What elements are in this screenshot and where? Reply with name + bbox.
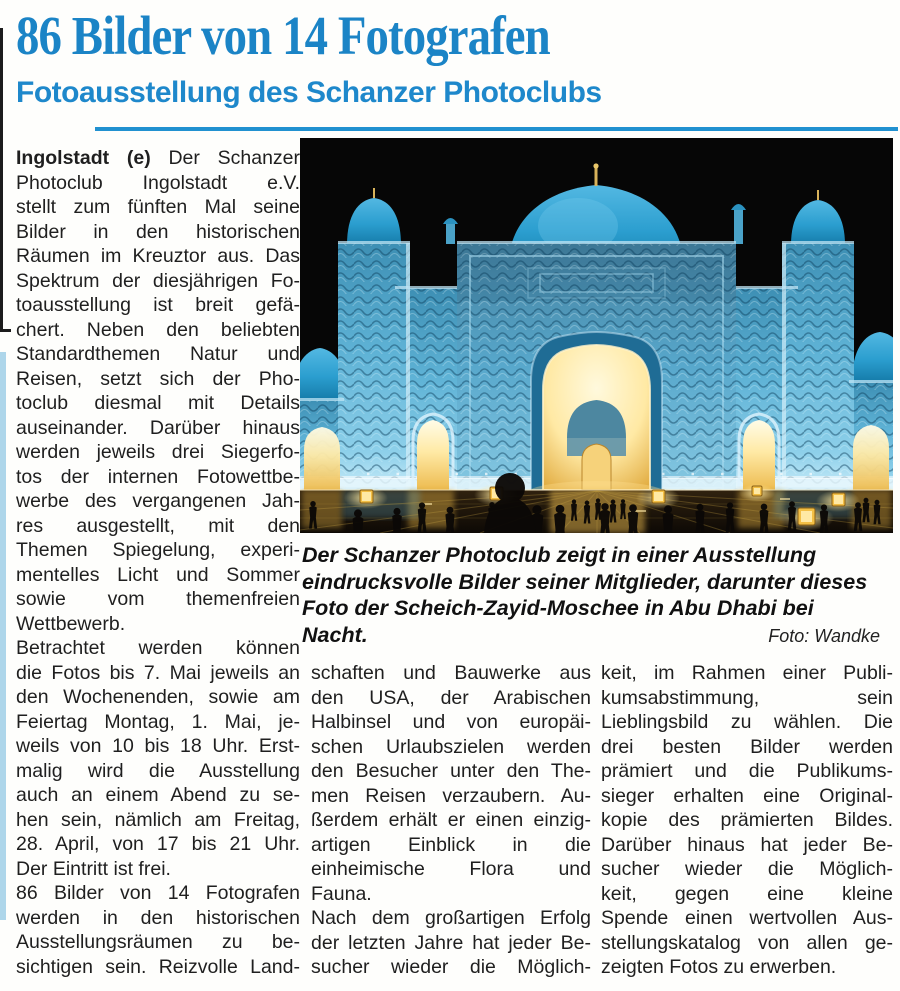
text-line: artigen Einblick in die (311, 833, 591, 856)
text-line: Lieblingsbild zu wählen. Die (601, 711, 893, 733)
text-line: den USA, der Arabischen (311, 686, 591, 709)
text-line: Standardthemen Natur und (16, 343, 300, 365)
body-column-left (16, 146, 300, 979)
text-line: res ausgestellt, mit den (16, 514, 300, 537)
text-line: toausstellung ist breit gefä- (16, 294, 300, 316)
text-line: stellt zum fünften Mal seine (16, 196, 300, 218)
left-crop-mark-foot (0, 329, 11, 332)
text-line: sichtigen sein. Reizvolle Land- (16, 955, 300, 978)
text-line: hen sein, nämlich am Freitag, (16, 808, 300, 831)
body-column-middle (311, 661, 591, 980)
text-line: Der Eintritt ist frei. (16, 857, 171, 880)
text-line: mentelles Licht und Sommer (16, 563, 300, 586)
text-line: Bilder in den historischen (16, 220, 300, 243)
text-line: auseinander. Darüber hinaus (16, 416, 300, 439)
text-line: einheimische Flora und (311, 858, 591, 880)
text-line: Betrachtet werden können (16, 637, 300, 659)
text-line: sucher wieder die Möglich- (311, 956, 591, 978)
caption-last-line: Nacht. (302, 622, 368, 647)
photo-credit: Foto: Wandke (768, 625, 880, 646)
text-line: Darüber hinaus hat jeder Be- (601, 833, 893, 856)
location-lead: Ingolstadt (e) (16, 147, 169, 169)
text-line: sucher wieder die Möglich- (601, 858, 893, 880)
text-line: den Besucher unter den The- (311, 760, 591, 782)
text-line: werden jeweils drei Siegerfo- (16, 441, 300, 463)
text-line: prämiert und die Publikums- (601, 760, 893, 782)
text-line: stellungskatalog von allen ge- (601, 931, 893, 954)
text-line: Themen Spiegelung, experi- (16, 539, 300, 561)
text-line: toclub diesmal mit Details (16, 392, 300, 414)
text-line: Halbinsel und von europäi- (311, 711, 591, 733)
text-line: werbe des vergangenen Jah- (16, 490, 300, 512)
text-line: schaften und Bauwerke aus (311, 662, 591, 684)
body-column-right (601, 661, 893, 980)
text-line: kopie des prämierten Bildes. (601, 809, 893, 831)
text-line: kumsabstimmung, sein (601, 686, 893, 709)
text-line: Photoclub Ingolstadt e.V. (16, 171, 300, 194)
text-line: Spektrum der diesjährigen Fo- (16, 269, 300, 292)
mosque-photo-drawing (300, 138, 893, 533)
text-line: auch an einem Abend zu se- (16, 784, 300, 806)
text-line: ßerdem erhält er einen einzig- (311, 809, 591, 831)
text-line: den Wochenenden, sowie am (16, 686, 300, 708)
caption-line: Foto der Scheich-Zayid-Moschee in Abu Dhabi bei (302, 596, 814, 620)
caption-line: Der Schanzer Photoclub zeigt in einer Ausstellung (302, 543, 817, 567)
text-line: Nach dem großartigen Erfolg (311, 907, 591, 929)
text-line: Räumen im Kreuztor aus. Das (16, 245, 300, 267)
text-line: die Fotos bis 7. Mai jeweils an (16, 661, 300, 684)
caption-last-row (302, 622, 880, 649)
text-line: Wettbewerb. (16, 612, 126, 635)
left-crop-mark (0, 28, 3, 329)
header-rule (95, 127, 898, 131)
text-line: drei besten Bilder werden (601, 735, 893, 758)
text-line: keit, im Rahmen einer Publi- (601, 662, 893, 684)
photo-caption (302, 542, 880, 648)
text-line: Ausstellungsräumen zu be- (16, 931, 300, 953)
text-line: keit, gegen eine kleine (601, 882, 893, 905)
text-line: schen Urlaubszielen werden (311, 735, 591, 758)
text-line: malig wird die Ausstellung (16, 759, 300, 782)
text-line: weils von 10 bis 18 Uhr. Erst- (16, 735, 300, 757)
mosque-photo (300, 138, 893, 533)
text-line: sowie vom themenfreien (16, 588, 300, 610)
text-line: zeigten Fotos zu erwerben. (601, 956, 837, 978)
text-line: Ingolstadt (e) Der Schanzer (16, 147, 300, 169)
text-line: der letzten Jahre hat jeder Be- (311, 931, 591, 954)
left-margin-strip (0, 352, 6, 920)
central-gate-doorway (526, 332, 666, 507)
text-line: men Reisen verzaubern. Au- (311, 784, 591, 807)
article-subtitle: Fotoausstellung des Schanzer Photoclubs (16, 76, 602, 109)
text-line: Fauna. (311, 882, 372, 905)
text-line: Feiertag Montag, 1. Mai, je- (16, 710, 300, 733)
text-line: werden in den historischen (16, 906, 300, 929)
text-line: 86 Bilder von 14 Fotografen (16, 882, 300, 904)
article-title: 86 Bilder von 14 Fotografen (16, 6, 550, 67)
text-line: sieger erhalten eine Original- (601, 784, 893, 807)
text-line: chert. Neben den beliebten (16, 318, 300, 341)
caption-line: eindrucksvolle Bilder seiner Mitglieder, darunter dieses (302, 569, 868, 594)
text-line: Reisen, setzt sich der Pho- (16, 367, 300, 390)
text-line: tos der internen Fotowettbe- (16, 465, 300, 488)
text-line: Spende einen wertvollen Aus- (601, 907, 893, 929)
text-line: 28. April, von 17 bis 21 Uhr. (16, 833, 300, 855)
caption-text (302, 542, 880, 622)
